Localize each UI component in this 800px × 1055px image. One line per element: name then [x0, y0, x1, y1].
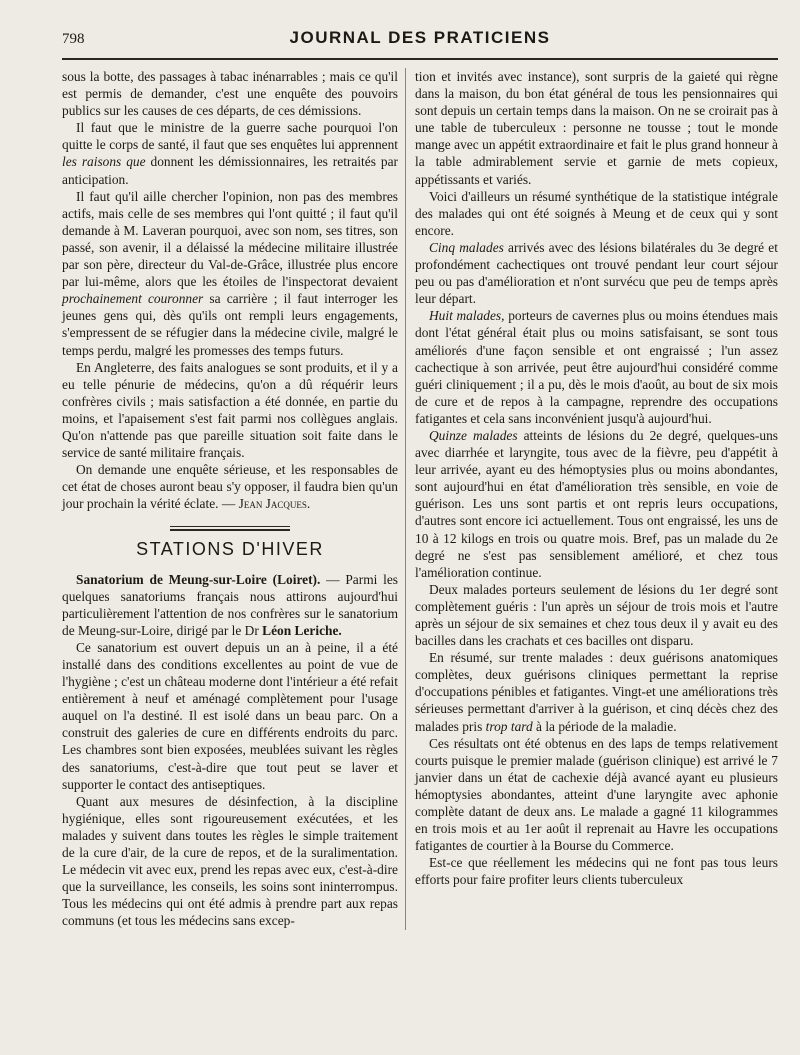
- paragraph: On demande une enquête sérieuse, et les responsables de cet état de choses auront beau s'y opposer, il faudra bien qu'un jour prochain la vérité éclate. — Jean Jacques.: [62, 462, 398, 512]
- paragraph: Cinq malades arrivés avec des lésions bilatérales du 3e degré et profondément cachectiques ont trouvé pendant leur court séjour peu ou pas d'amélioration et n'ont survécu que peu de temps après leur départ.: [415, 239, 778, 307]
- paragraph: Sanatorium de Meung-sur-Loire (Loiret). — Parmi les quelques sanatoriums français nous attirons aujourd'hui particulièrement l'attention de nos confrères sur le sanatorium de Meung-sur-Loire, dirigé par le Dr Léon Leriche.: [62, 571, 398, 638]
- author-signature: Jean Jacques.: [238, 496, 311, 512]
- page-header: [62, 28, 778, 60]
- section-divider: [62, 526, 398, 531]
- emphasis: trop tard: [485, 718, 533, 734]
- paragraph: Ce sanatorium est ouvert depuis un an à peine, il a été installé dans des conditions excellentes au point de vue de l'hygiène ; c'est un château moderne dont l'intérieur a été refait entièrement à neuf et aménagé complètement pour l'usage auquel on l'a destiné. Il est isolé dans un beau parc. On a construit des galeries de cure en différents endroits du parc. Les chambres sont bien exposées, meublées suivant les règles des sanatoriums, c'est-à-dire que tout peut se laver et supporter le contact des antiseptiques.: [62, 639, 398, 792]
- article-heading: Sanatorium de Meung-sur-Loire (Loiret).: [76, 571, 321, 587]
- paragraph: Huit malades, porteurs de cavernes plus ou moins étendues mais dont l'état général était plus ou moins satisfaisant, se sont tous améliorés d'une façon sensible et ont engraissé ; l'un assez cachectique à son arrivée, peut être aujourd'hui considéré comme guéri cliniquement ; il a pu, dès le mois d'août, au bout de six mois de cure et de repos à la campagne, reprendre des occupations fatigantes et cela sans inconvénient jusqu'à aujourd'hui.: [415, 308, 778, 426]
- paragraph: Ces résultats ont été obtenus en des laps de temps relativement courts puisque le premier malade (guérison clinique) est arrivé le 7 janvier dans un état de cachexie déjà avancé ayant eu plusieurs hémoptysies abondantes, atteint d'une laryngite avec aphonie complète datant de deux ans. Le malade a gagné 11 kilogrammes en trois mois et au 1er août il reprenait au Havre les occupations fatigantes de courtier à la Bourse du Commerce.: [415, 735, 778, 854]
- emphasis: les raisons que: [62, 154, 146, 170]
- paragraph: Voici d'ailleurs un résumé synthétique de la statistique intégrale des malades qui ont été soignés à Meung et de ceux qui y sont encore.: [415, 188, 778, 238]
- page-number: 798: [62, 31, 85, 47]
- paragraph: tion et invités avec instance), sont surpris de la gaieté qui règne dans la maison, du bon état général de tous les pensionnaires qui sont depuis un certain temps dans la maison. On ne se croirait pas à une table de tuberculeux : personne ne tousse ; tout le monde mange avec un appétit extraordinaire et fait le plus grand honneur à la table admirablement servie et garnie de mets copieux, appétissants et variés.: [415, 69, 778, 187]
- emphasis: prochainement couronner: [62, 291, 204, 307]
- paragraph: Quant aux mesures de désinfection, à la discipline hygiénique, elles sont rigoureusement exécutées, et les malades y suivent dans toutes les règles le simple traitement de la cure d'air, de la cure de repos, et de la suralimentation. Le médecin vit avec eux, prend les repas avec eux, c'est-à-dire que la surveillance, les conseils, les soins sont ininterrompus. Tous les médecins qui ont été admis à prendre part aux repas communs (et tous les médecins sans excep-: [62, 793, 398, 929]
- paragraph: En Angleterre, des faits analogues se sont produits, et il y a eu telle pénurie de médecins, qu'on a dû réquérir leurs confrères civils ; mais satisfaction a été donnée, en partie du moins, et l'apaisement s'est fait parmi nos collègues anglais. Qu'on n'attende pas que pareille situation soit faite dans le service de santé militaire français.: [62, 359, 398, 461]
- emphasis: Quinze malades: [429, 427, 518, 443]
- paragraph: En résumé, sur trente malades : deux guérisons anatomiques complètes, deux guérisons cliniques permettant la reprise d'occupations pénibles et fatigantes. Vingt-et une améliorations très sérieuses permettant d'arriver à la guérison, et cinq décès chez des malades pris trop tard à la période de la maladie.: [415, 650, 778, 734]
- text-columns: [62, 68, 778, 930]
- paragraph: Il faut que le ministre de la guerre sache pourquoi l'on quitte le corps de santé, il faut que ses enquêtes lui apprennent les raisons que donnent les démissionnaires, les retraités par anticipation.: [62, 120, 398, 187]
- paragraph: Il faut qu'il aille chercher l'opinion, non pas des membres actifs, mais celle de ses membres qui l'ont quitté ; il faut qu'il demande à M. Laveran pourquoi, avec son nom, ses titres, son passé, son avenir, il a délaissé la médecine militaire illustrée par son père, directeur du Val-de-Grâce, illustrée plus encore par lui-même, alors que les étoiles de l'inspectorat devaient prochainement couronner sa carrière ; il faut interroger les jeunes gens qui, dès qu'ils ont rempli leurs engagements, s'empressent de se réfugier dans la médecine civile, malgré le temps perdu, malgré les promesses des temps futurs.: [62, 188, 398, 358]
- paragraph: Deux malades porteurs seulement de lésions du 1er degré sont complètement guéris : l'un après un séjour de trois mois et l'autre après un séjour de six semaines et chez tous deux il y avait eu des bacilles dans les crachats et ces bacilles ont disparu.: [415, 581, 778, 649]
- journal-title: JOURNAL DES PRATICIENS: [289, 28, 551, 47]
- paragraph: Est-ce que réellement les médecins qui ne font pas tous leurs efforts pour faire profiter leurs clients tuberculeux: [415, 855, 778, 888]
- section-title: STATIONS D'HIVER: [136, 539, 324, 560]
- emphasis: Cinq malades: [429, 239, 504, 255]
- right-column: [405, 68, 778, 930]
- paragraph: sous la botte, des passages à tabac inénarrables ; mais ce qu'il est permis de demander, c'est une enquête des pouvoirs publics sur les causes de ces départs, de ces démissions.: [62, 69, 398, 119]
- doctor-name: Léon Leriche.: [262, 622, 342, 638]
- paragraph: Quinze malades atteints de lésions du 2e degré, quelques-uns avec diarrhée et laryngite, tous avec de la fièvre, peu d'appétit à leur arrivée, ayant eu des hémoptysies plus ou moins abondantes, sont aujourd'hui en état d'amélioration très sensible, en voie de guérison. Les uns sont partis et ont repris leurs occupations, d'autres sont encore ici actuellement. Tous ont engraissé, les uns de 10 à 12 kilogs en trois ou quatre mois. Bref, pas un malade du 2e degré ne s'est pas sensiblement amélioré, et chez tous l'amélioration continue.: [415, 427, 778, 580]
- left-column: [62, 68, 405, 930]
- emphasis: Huit malades,: [429, 308, 505, 324]
